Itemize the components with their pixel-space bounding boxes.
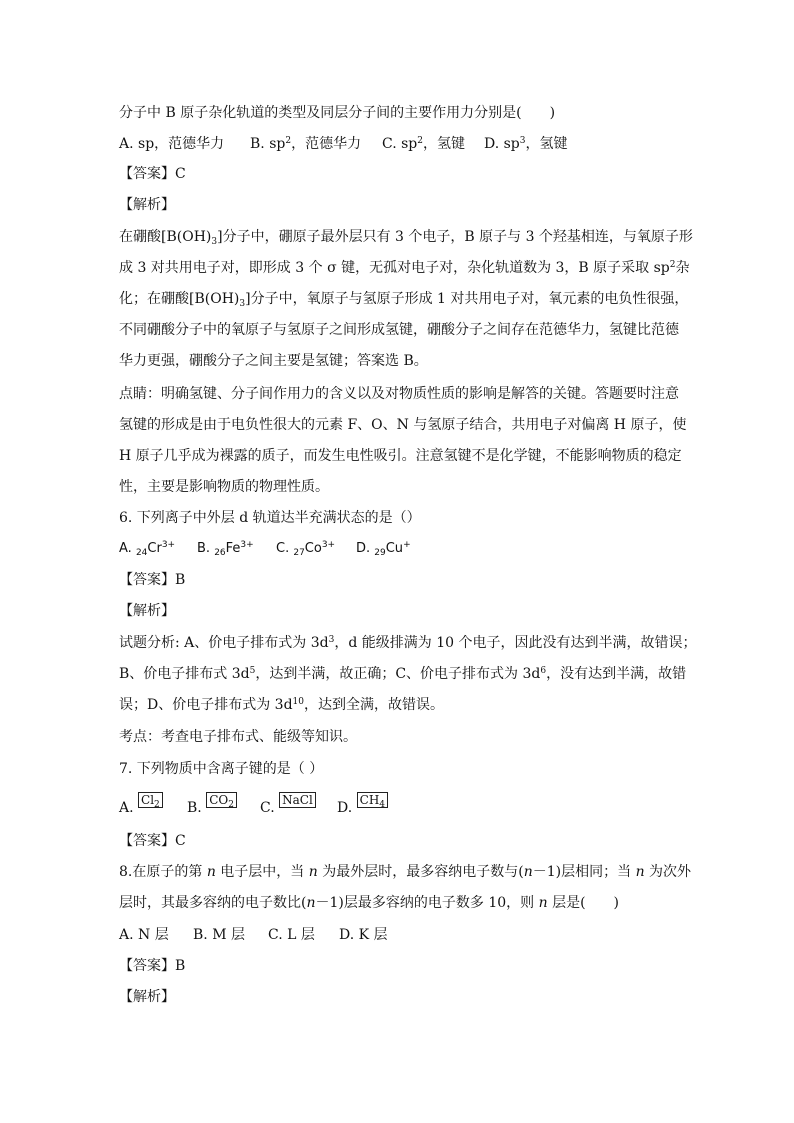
q5-answer: 【答案】C [119,166,186,182]
q5-note-line: 点睛：明确氢键、分子间作用力的含义以及对物质性质的影响是解答的关键。答题要时注意 [119,386,679,402]
q5-option-b: B. $sp^2$，范德华力 [250,136,362,152]
q7-answer: 【答案】C [119,833,186,849]
q6-option-d: D. $_{29}$Cu+ [356,540,411,558]
formula-box: $CH_4$ [357,792,388,808]
q5-analysis-line: 在硼酸$[B(OH)_3]$分子中，硼原子最外层只有 3 个电子，B 原子与 3 个羟基相连，与氧原子形 [119,229,693,247]
q5-analysis-line: 不同硼酸分子中的氧原子与氢原子之间形成氢键，硼酸分子之间存在范德华力，氢键比范德 [119,322,679,338]
q7-option-c: C. NaCl [260,799,337,817]
formula-box: NaCl [279,792,316,808]
q7-option-b: B. $CO_2$ [187,799,260,817]
q7-option-d: D. $CH_4$ [337,799,388,817]
q6-answer: 【答案】B [119,572,186,588]
q5-note-line: H 原子几乎成为裸露的质子，而发生电性吸引。注意氢键不是化学键，不能影响物质的稳定 [119,448,682,464]
q8-options [119,926,388,944]
q6-analysis-line: B、价电子排布式 $3d^5$，达到半满，故正确；C、价电子排布式为 $3d^6$，没有达到半满，故错 [119,666,687,682]
q7-options [119,793,388,817]
q5-note-line: 性，主要是影响物质的物理性质。 [119,479,329,495]
q5-analysis-line: 成 3 对共用电子对，即形成 3 个 σ 键，无孤对电子对，杂化轨道数为 3，B 原子采取 $sp^2$杂 [119,260,690,276]
q7-stem: 7. 下列物质中含离子键的是（ ） [119,761,324,777]
q5-analysis-line: 化；在硼酸$[B(OH)_3]$分子中，氧原子与氢原子形成 1 对共用电子对，氧元素的电负性很强， [119,291,689,309]
q8-option-b: B. M 层 [193,927,245,943]
q5-option-c: C. $sp^2$，氢键 [382,136,465,152]
formula-box: $Cl_2$ [138,792,163,808]
q6-analysis-line: 误；D、价电子排布式为 $3d^{10}$，达到全满，故错误。 [119,697,444,713]
q6-options [119,540,411,558]
q5-analysis-line: 华力更强，硼酸分子之间主要是氢键；答案选 B。 [119,353,428,369]
q5-stem: 分子中 B 原子杂化轨道的类型及同层分子间的主要作用力分别是( ) [119,105,556,121]
q8-stem-line: 8.在原子的第 n 电子层中，当 n 为最外层时，最多容纳电子数与(n－1)层相同；当 n 为次外 [119,864,692,880]
q5-note-line: 氢键的形成是由于电负性很大的元素 F、O、N 与氢原子结合，共用电子对偏离 H 原子，使 [119,417,687,433]
q6-option-b: B. $_{26}Fe^{3+}$ [197,540,254,558]
q6-analysis-heading: 【解析】 [119,603,175,619]
q8-analysis-heading: 【解析】 [119,989,175,1005]
q5-options [119,135,568,153]
q8-stem-line: 层时，其最多容纳的电子数比(n－1)层最多容纳的电子数多 10，则 n 层是( ) [119,895,619,911]
q6-option-c: C. $_{27}Co^{3+}$ [276,540,336,558]
q6-exam-point: 考点：考查电子排布式、能级等知识。 [119,729,357,745]
q5-option-a: A. sp，范德华力 [119,136,225,152]
q6-analysis-line: 试题分析: A、价电子排布式为 $3d^3$，d 能级排满为 10 个电子，因此没有达到半满，故错误； [119,635,697,651]
q6-option-a: A. $_{24}Cr^{3+}$ [119,540,176,558]
q8-answer: 【答案】B [119,958,186,974]
q5-analysis-heading: 【解析】 [119,197,175,213]
q7-option-a: A. $Cl_2$ [119,799,187,817]
q8-option-d: D. K 层 [339,927,388,943]
q5-option-d: D. $sp^3$，氢键 [484,136,568,152]
q6-stem: 6. 下列离子中外层 d 轨道达半充满状态的是（） [119,510,421,526]
q8-option-c: C. L 层 [268,927,315,943]
q8-option-a: A. N 层 [119,927,169,943]
formula-box: $CO_2$ [206,792,237,808]
